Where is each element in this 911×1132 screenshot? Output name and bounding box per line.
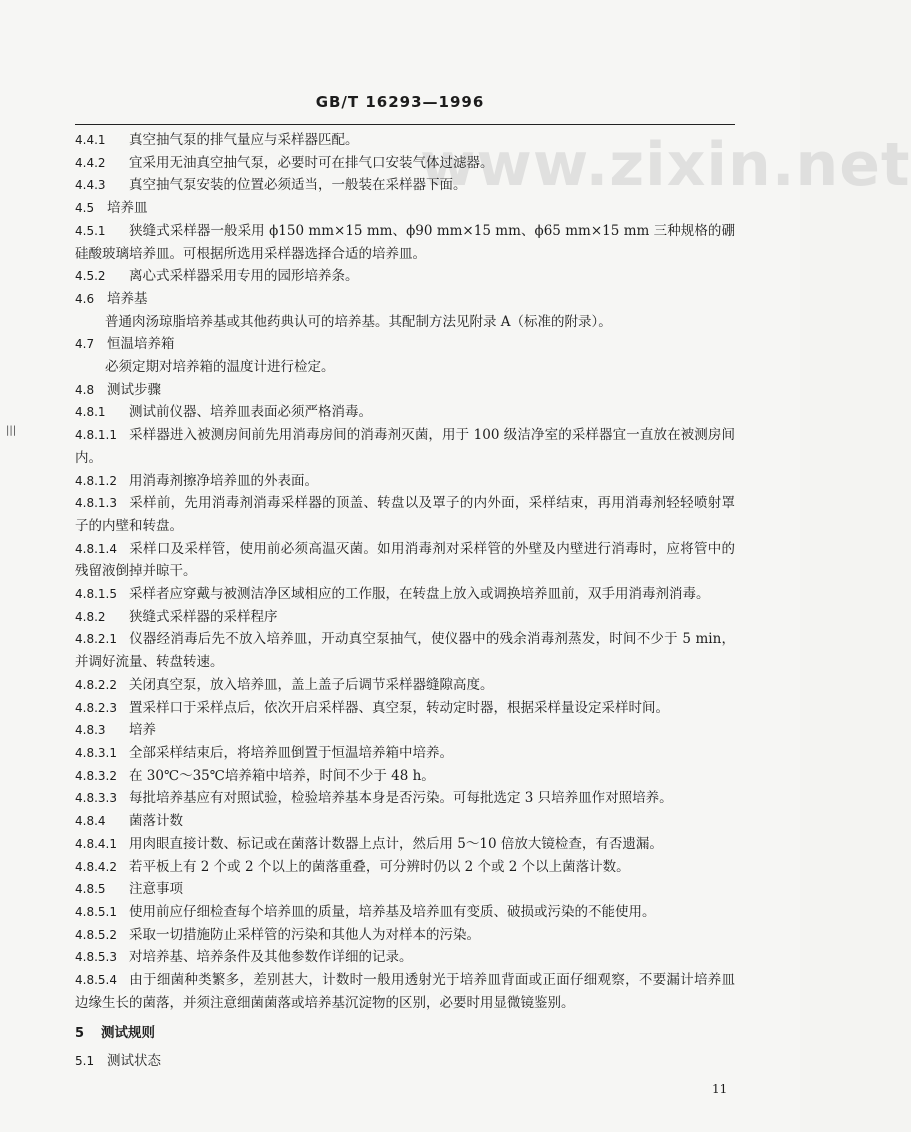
clause-text: 宜采用无油真空抽气泵，必要时可在排气口安装气体过滤器。 (129, 154, 494, 171)
clause-4-5-1 (75, 220, 735, 265)
clause-4-8-2-3 (75, 697, 735, 720)
section-number: 4.8 (75, 382, 95, 397)
section-4-5 (75, 197, 735, 220)
clause-4-8-1-2 (75, 470, 735, 493)
clause-4-8-3-2 (75, 765, 735, 788)
clause-4-8-1-4 (75, 538, 735, 583)
clause-text: 全部采样结束后，将培养皿倒置于恒温培养箱中培养。 (129, 744, 453, 761)
section-4-7-body (75, 356, 735, 379)
clause-4-8-3-1 (75, 742, 735, 765)
section-title: 培养皿 (107, 200, 148, 217)
clause-number: 4.8.5.4 (75, 973, 117, 988)
clause-4-8-5-3 (75, 946, 735, 969)
clause-number: 4.8.1.2 (75, 473, 117, 488)
section-title: 测试步骤 (107, 381, 161, 398)
clause-text: 仪器经消毒后先不放入培养皿，开动真空泵抽气，使仪器中的残余消毒剂蒸发，时间不少于 5 min，并调好流量、转盘转速。 (75, 631, 735, 671)
clause-4-8-3-3 (75, 787, 735, 810)
clause-4-8-2-2 (75, 674, 735, 697)
clause-text: 狭缝式采样器的采样程序 (129, 608, 278, 625)
clause-4-8-5 (75, 878, 735, 901)
page-number: 11 (712, 1082, 728, 1096)
clause-text: 采样者应穿戴与被测洁净区域相应的工作服，在转盘上放入或调换培养皿前，双手用消毒剂消毒。 (129, 586, 710, 603)
clause-4-8-1-1 (75, 424, 735, 469)
clause-number: 4.8.2.3 (75, 700, 117, 715)
clause-text: 采取一切措施防止采样管的污染和其他人为对样本的污染。 (129, 926, 480, 943)
chapter-5-heading (75, 1022, 735, 1046)
clause-number: 4.8.5.3 (75, 950, 117, 965)
clause-number: 4.4.2 (75, 155, 106, 170)
clause-number: 4.8.3.2 (75, 768, 117, 783)
section-title: 恒温培养箱 (107, 336, 175, 353)
clause-4-4-3 (75, 174, 735, 197)
clause-text: 离心式采样器采用专用的园形培养条。 (129, 268, 359, 285)
section-4-6-body (75, 311, 735, 334)
clause-text: 培养 (129, 722, 156, 739)
clause-4-4-2 (75, 152, 735, 175)
watermark: www.zixin.net (420, 130, 911, 200)
clause-number: 4.8.1.5 (75, 587, 117, 602)
clause-4-8-5-1 (75, 901, 735, 924)
clause-text: 注意事项 (129, 881, 183, 898)
section-number: 4.5 (75, 201, 95, 216)
clause-number: 4.8.4.2 (75, 859, 117, 874)
clause-number: 4.8.4.1 (75, 836, 117, 851)
clause-text: 真空抽气泵安装的位置必须适当，一般装在采样器下面。 (129, 177, 467, 194)
clause-number: 4.8.3.3 (75, 791, 117, 806)
standard-code-header: GB/T 16293—1996 (315, 93, 485, 111)
clause-text: 测试前仪器、培养皿表面必须严格消毒。 (129, 404, 372, 421)
clause-number: 4.8.2 (75, 609, 106, 624)
clause-number: 4.8.2.1 (75, 632, 117, 647)
clause-number: 4.8.1.3 (75, 496, 117, 511)
clause-4-8-4-1 (75, 833, 735, 856)
clause-4-5-2 (75, 265, 735, 288)
clause-4-8-5-4 (75, 969, 735, 1014)
body-text: 必须定期对培养箱的温度计进行检定。 (105, 359, 335, 376)
section-number: 4.7 (75, 337, 95, 352)
clause-text: 若平板上有 2 个或 2 个以上的菌落重叠，可分辨时仍以 2 个或 2 个以上菌落计数。 (129, 858, 630, 875)
clause-number: 4.8.1.1 (75, 428, 117, 443)
clause-text: 关闭真空泵，放入培养皿，盖上盖子后调节采样器缝隙高度。 (129, 676, 494, 693)
clause-number: 4.4.3 (75, 178, 106, 193)
section-number: 4.6 (75, 291, 95, 306)
clause-number: 4.8.3.1 (75, 745, 117, 760)
clause-number: 4.8.5.2 (75, 927, 117, 942)
section-title: 培养基 (107, 290, 148, 307)
clause-4-4-1 (75, 129, 735, 152)
binding-mark: ||| (6, 425, 17, 436)
clause-number: 4.5.2 (75, 269, 106, 284)
clause-text: 每批培养基应有对照试验，检验培养基本身是否污染。可每批选定 3 只培养皿作对照培养。 (129, 790, 673, 807)
clause-text: 狭缝式采样器一般采用 ϕ150 mm×15 mm、ϕ90 mm×15 mm、ϕ65 mm×15 mm 三种规格的硼硅酸玻璃培养皿。可根据所选用采样器选择合适的培养皿。 (75, 222, 735, 262)
clause-4-8-1 (75, 401, 735, 424)
clause-number: 4.8.1.4 (75, 541, 117, 556)
section-4-8 (75, 379, 735, 402)
clause-text: 采样器进入被测房间前先用消毒房间的消毒剂灭菌，用于 100 级洁净室的采样器宜一直放在被测房间内。 (75, 427, 735, 466)
clause-number: 4.8.4 (75, 814, 106, 829)
section-title: 测试状态 (107, 1053, 161, 1070)
clause-text: 置采样口于采样点后，依次开启采样器、真空泵，转动定时器，根据采样量设定采样时间。 (129, 699, 669, 716)
clause-text: 采样口及采样管，使用前必须高温灭菌。如用消毒剂对采样管的外壁及内壁进行消毒时，应将管中的残留液倒掉并晾干。 (75, 540, 735, 580)
clause-number: 4.8.5 (75, 882, 106, 897)
clause-number: 4.8.3 (75, 723, 106, 738)
chapter-number: 5 (75, 1026, 85, 1042)
clause-4-8-5-2 (75, 924, 735, 947)
section-4-6 (75, 288, 735, 311)
clause-4-8-1-5 (75, 583, 735, 606)
clause-text: 采样前，先用消毒剂消毒采样器的顶盖、转盘以及罩子的内外面，采样结束，再用消毒剂轻轻喷射罩子的内壁和转盘。 (75, 495, 735, 534)
clause-4-8-3 (75, 719, 735, 742)
header-rule (75, 124, 735, 125)
section-number: 5.1 (75, 1054, 95, 1069)
clause-text: 菌落计数 (129, 813, 183, 830)
clause-4-8-4-2 (75, 856, 735, 879)
clause-text: 真空抽气泵的排气量应与采样器匹配。 (129, 132, 359, 148)
clause-text: 在 30℃～35℃培养箱中培养，时间不少于 48 h。 (129, 767, 435, 784)
clause-text: 对培养基、培养条件及其他参数作详细的记录。 (129, 949, 413, 966)
clause-text: 用消毒剂擦净培养皿的外表面。 (129, 472, 318, 489)
clause-text: 由于细菌种类繁多，差别甚大，计数时一般用透射光于培养皿背面或正面仔细观察，不要漏计培养皿边缘生长的菌落，并须注意细菌菌落或培养基沉淀物的区别，必要时用显微镜鉴别。 (75, 972, 735, 1011)
clause-4-8-1-3 (75, 492, 735, 537)
section-4-7 (75, 333, 735, 356)
clause-4-8-2 (75, 606, 735, 629)
chapter-title: 测试规则 (101, 1025, 155, 1042)
clause-text: 用肉眼直接计数、标记或在菌落计数器上点计，然后用 5～10 倍放大镜检查，有否遗漏。 (129, 835, 663, 852)
clause-number: 4.5.1 (75, 223, 106, 238)
clause-text: 使用前应仔细检查每个培养皿的质量，培养基及培养皿有变质、破损或污染的不能使用。 (129, 903, 656, 920)
clause-4-8-4 (75, 810, 735, 833)
clause-4-8-2-1 (75, 628, 735, 673)
clause-number: 4.8.2.2 (75, 677, 117, 692)
clause-number: 4.8.5.1 (75, 904, 117, 919)
body-text: 普通肉汤琼脂培养基或其他药典认可的培养基。其配制方法见附录 A（标准的附录）。 (105, 313, 612, 330)
clause-number: 4.4.1 (75, 133, 106, 147)
section-5-1 (75, 1050, 735, 1073)
document-body (75, 129, 735, 1073)
clause-number: 4.8.1 (75, 405, 106, 420)
